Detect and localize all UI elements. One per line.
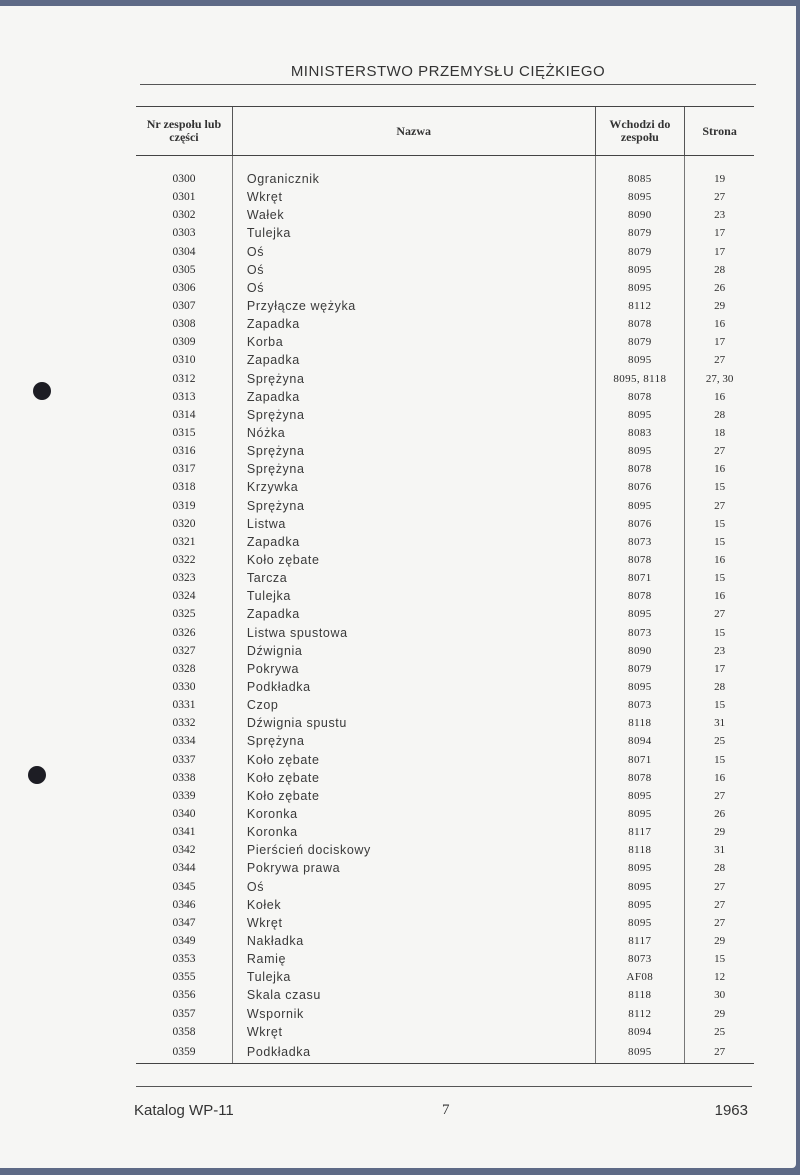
assembly-number: 8079 [595,660,685,678]
assembly-number: 8079 [595,224,685,242]
page-reference: 17 [685,333,754,351]
table-row [136,533,754,551]
part-number: 0338 [172,771,196,784]
assembly-number: 8095 [595,442,685,460]
page-reference: 15 [685,533,754,551]
page-reference: 23 [685,642,754,660]
part-name: Dźwignia spustu [232,714,595,732]
part-number: 0349 [172,934,196,947]
assembly-number: 8085 [595,170,685,188]
assembly-number: 8095 [595,497,685,515]
table-row [136,805,754,823]
part-name: Wkręt [232,1023,595,1041]
table-row [136,841,754,859]
table-row [136,823,754,841]
part-name: Zapadka [232,605,595,623]
part-number: 0346 [172,898,196,911]
part-number: 0324 [172,590,196,603]
part-number: 0308 [172,318,196,331]
part-number: 0331 [172,699,196,712]
part-name: Sprężyna [232,732,595,750]
page-number: 7 [442,1102,450,1118]
part-name: Tarcza [232,569,595,587]
part-name: Oś [232,243,595,261]
table-row [136,932,754,950]
column-header-name: Nazwa [232,107,595,156]
assembly-number: 8118 [595,841,685,859]
table-row [136,206,754,224]
part-number: 0353 [172,953,196,966]
table-row [136,515,754,533]
page-reference: 28 [685,678,754,696]
table-row [136,1041,754,1064]
part-number: 0334 [172,735,196,748]
part-name: Listwa [232,515,595,533]
table-row [136,1004,754,1022]
assembly-number: 8078 [595,587,685,605]
part-name: Wspornik [232,1004,595,1022]
table-row [136,660,754,678]
assembly-number: 8079 [595,333,685,351]
table-row [136,769,754,787]
table-row [136,642,754,660]
table-row [136,732,754,750]
catalog-name: Katalog WP-11 [134,1102,234,1119]
page-reference: 17 [685,660,754,678]
page-reference: 16 [685,460,754,478]
assembly-number: 8078 [595,551,685,569]
page-reference: 15 [685,624,754,642]
part-name: Sprężyna [232,460,595,478]
part-name: Dźwignia [232,642,595,660]
assembly-number: 8095 [595,859,685,877]
part-name: Oś [232,877,595,895]
part-number: 0314 [172,408,196,421]
part-name: Korba [232,333,595,351]
table-row [136,1023,754,1041]
assembly-number: 8112 [595,297,685,315]
page-reference: 19 [685,170,754,188]
part-number: 0328 [172,662,196,675]
part-number: 0347 [172,916,196,929]
part-number: 0302 [172,209,196,222]
page-reference: 16 [685,769,754,787]
part-number: 0315 [172,427,196,440]
table-row [136,224,754,242]
page-reference: 23 [685,206,754,224]
page-reference: 15 [685,569,754,587]
table-row [136,170,754,188]
part-name: Tulejka [232,968,595,986]
table-row [136,315,754,333]
page-reference: 16 [685,315,754,333]
part-number: 0358 [172,1025,196,1038]
part-name: Koło zębate [232,769,595,787]
assembly-number: 8079 [595,243,685,261]
part-name: Ogranicznik [232,170,595,188]
column-header-page: Strona [685,107,754,156]
part-number: 0303 [172,227,196,240]
page-reference: 17 [685,243,754,261]
page-reference: 27 [685,188,754,206]
assembly-number: 8073 [595,533,685,551]
part-number: 0327 [172,644,196,657]
page-reference: 18 [685,424,754,442]
part-number: 0341 [172,826,196,839]
table-row [136,478,754,496]
part-number: 0323 [172,572,196,585]
part-number: 0345 [172,880,196,893]
table-row [136,877,754,895]
part-number: 0359 [136,1041,232,1064]
assembly-number: 8071 [595,751,685,769]
assembly-number: 8095 [595,188,685,206]
table-row [136,696,754,714]
part-name: Koronka [232,823,595,841]
page-reference: 29 [685,297,754,315]
part-number: 0340 [172,807,196,820]
table-row [136,279,754,297]
part-number: 0310 [172,354,196,367]
table-row [136,787,754,805]
page-reference: 26 [685,279,754,297]
page-reference: 27 [685,497,754,515]
assembly-number: 8118 [595,714,685,732]
table-row [136,188,754,206]
table-row [136,424,754,442]
table-row [136,551,754,569]
part-name: Listwa spustowa [232,624,595,642]
part-number: 0322 [172,554,196,567]
page-reference: 17 [685,224,754,242]
page-reference: 31 [685,841,754,859]
part-name: Ramię [232,950,595,968]
page-reference: 12 [685,968,754,986]
page-reference: 27 [685,351,754,369]
part-number: 0326 [172,626,196,639]
column-header-in-assembly: Wchodzi do zespołu [595,107,685,156]
table-spacer-row [136,156,754,171]
page-reference: 27 [685,787,754,805]
part-name: Oś [232,279,595,297]
assembly-number: 8073 [595,696,685,714]
part-name: Sprężyna [232,370,595,388]
assembly-number: 8095 [595,805,685,823]
part-number: 0339 [172,789,196,802]
table-row [136,751,754,769]
assembly-number: 8095, 8118 [595,370,685,388]
catalog-page [0,6,796,1168]
part-name: Oś [232,261,595,279]
part-name: Podkładka [232,678,595,696]
assembly-number: 8071 [595,569,685,587]
page-reference: 27, 30 [685,370,754,388]
assembly-number: 8073 [595,950,685,968]
table-row [136,370,754,388]
part-name: Przyłącze wężyka [232,297,595,315]
part-name: Pokrywa prawa [232,859,595,877]
table-row [136,986,754,1004]
table-row [136,950,754,968]
page-reference: 29 [685,932,754,950]
part-name: Sprężyna [232,406,595,424]
assembly-number: 8076 [595,515,685,533]
assembly-number: 8078 [595,460,685,478]
assembly-number: 8112 [595,1004,685,1022]
page-reference: 15 [685,950,754,968]
page-reference: 28 [685,406,754,424]
page-reference: 26 [685,805,754,823]
table-row [136,297,754,315]
part-name: Pokrywa [232,660,595,678]
part-name: Sprężyna [232,442,595,460]
table-row [136,714,754,732]
footer-rule [136,1086,752,1087]
table-row [136,333,754,351]
part-number: 0356 [172,989,196,1002]
assembly-number: 8095 [595,678,685,696]
part-number: 0320 [172,517,196,530]
assembly-number: 8095 [595,787,685,805]
assembly-number: 8090 [595,206,685,224]
part-number: 0312 [172,372,196,385]
part-number: 0304 [172,245,196,258]
binder-hole [28,766,46,784]
part-name: Sprężyna [232,497,595,515]
part-number: 0307 [172,300,196,313]
table-row [136,569,754,587]
catalog-year: 1963 [714,1102,748,1119]
page-reference: 29 [685,1004,754,1022]
assembly-number: 8095 [595,279,685,297]
page-reference: 27 [685,1041,754,1064]
table-row [136,587,754,605]
page-reference: 16 [685,388,754,406]
assembly-number: 8073 [595,624,685,642]
part-number: 0301 [172,191,196,204]
table-row [136,968,754,986]
page-reference: 25 [685,732,754,750]
part-name: Skala czasu [232,986,595,1004]
part-number: 0305 [172,263,196,276]
page-reference: 28 [685,261,754,279]
part-name: Nakładka [232,932,595,950]
parts-table [136,106,754,1064]
part-name: Zapadka [232,388,595,406]
page-reference: 27 [685,896,754,914]
part-number: 0344 [172,862,196,875]
part-number: 0332 [172,717,196,730]
part-number: 0306 [172,281,196,294]
assembly-number: 8095 [595,261,685,279]
page-reference: 16 [685,551,754,569]
assembly-number: 8095 [595,406,685,424]
table-row [136,388,754,406]
part-number: 0319 [172,499,196,512]
assembly-number: 8095 [595,605,685,623]
part-number: 0309 [172,336,196,349]
assembly-number: 8083 [595,424,685,442]
page-reference: 28 [685,859,754,877]
part-name: Krzywka [232,478,595,496]
part-name: Czop [232,696,595,714]
table-row [136,605,754,623]
page-reference: 25 [685,1023,754,1041]
page-reference: 15 [685,515,754,533]
assembly-number: 8095 [595,914,685,932]
part-number: 0357 [172,1007,196,1020]
table-row [136,914,754,932]
assembly-number: 8095 [595,1041,685,1064]
column-header-number: Nr zespołu lub części [136,107,232,156]
assembly-number: 8078 [595,388,685,406]
part-number: 0317 [172,463,196,476]
part-name: Tulejka [232,224,595,242]
assembly-number: 8117 [595,932,685,950]
part-number: 0325 [172,608,196,621]
page-title: MINISTERSTWO PRZEMYSŁU CIĘŻKIEGO [290,63,606,80]
page-reference: 27 [685,877,754,895]
part-name: Koło zębate [232,751,595,769]
part-name: Wkręt [232,914,595,932]
part-name: Nóżka [232,424,595,442]
part-number: 0330 [172,681,196,693]
assembly-number: 8094 [595,1023,685,1041]
table-row [136,678,754,696]
assembly-number: 8095 [595,896,685,914]
part-name: Tulejka [232,587,595,605]
page-reference: 29 [685,823,754,841]
page-reference: 27 [685,914,754,932]
table-header-row [136,107,754,156]
assembly-number: 8117 [595,823,685,841]
page-reference: 27 [685,605,754,623]
assembly-number: 8095 [595,877,685,895]
part-number: 0342 [172,844,196,857]
part-number: 0355 [172,971,196,984]
page-reference: 27 [685,442,754,460]
part-number: 0313 [172,390,196,403]
part-number: 0316 [172,445,196,458]
table-row [136,406,754,424]
table-row [136,351,754,369]
table-row [136,859,754,877]
part-name: Zapadka [232,351,595,369]
part-number: 0318 [172,481,196,494]
part-name: Kołek [232,896,595,914]
part-name: Koronka [232,805,595,823]
assembly-number: 8078 [595,769,685,787]
parts-table-body [136,156,754,1064]
page-reference: 30 [685,986,754,1004]
part-name: Zapadka [232,315,595,333]
table-row [136,896,754,914]
table-row [136,261,754,279]
part-number: 0300 [172,173,196,186]
part-name: Wkręt [232,188,595,206]
part-number: 0337 [172,753,196,766]
page-reference: 15 [685,696,754,714]
part-name: Pierścień dociskowy [232,841,595,859]
table-row [136,624,754,642]
assembly-number: 8090 [595,642,685,660]
part-name: Zapadka [232,533,595,551]
part-name: Podkładka [232,1041,595,1064]
assembly-number: 8118 [595,986,685,1004]
assembly-number: 8094 [595,732,685,750]
table-row [136,243,754,261]
assembly-number: 8095 [595,351,685,369]
part-name: Koło zębate [232,551,595,569]
table-row [136,442,754,460]
binder-hole [33,382,51,400]
assembly-number: 8076 [595,478,685,496]
page-reference: 15 [685,478,754,496]
assembly-number: AF08 [595,968,685,986]
part-name: Koło zębate [232,787,595,805]
table-row [136,497,754,515]
table-row [136,460,754,478]
part-number: 0321 [172,535,196,548]
page-reference: 15 [685,751,754,769]
page-reference: 31 [685,714,754,732]
assembly-number: 8078 [595,315,685,333]
part-name: Wałek [232,206,595,224]
title-underline [140,84,756,85]
page-reference: 16 [685,587,754,605]
